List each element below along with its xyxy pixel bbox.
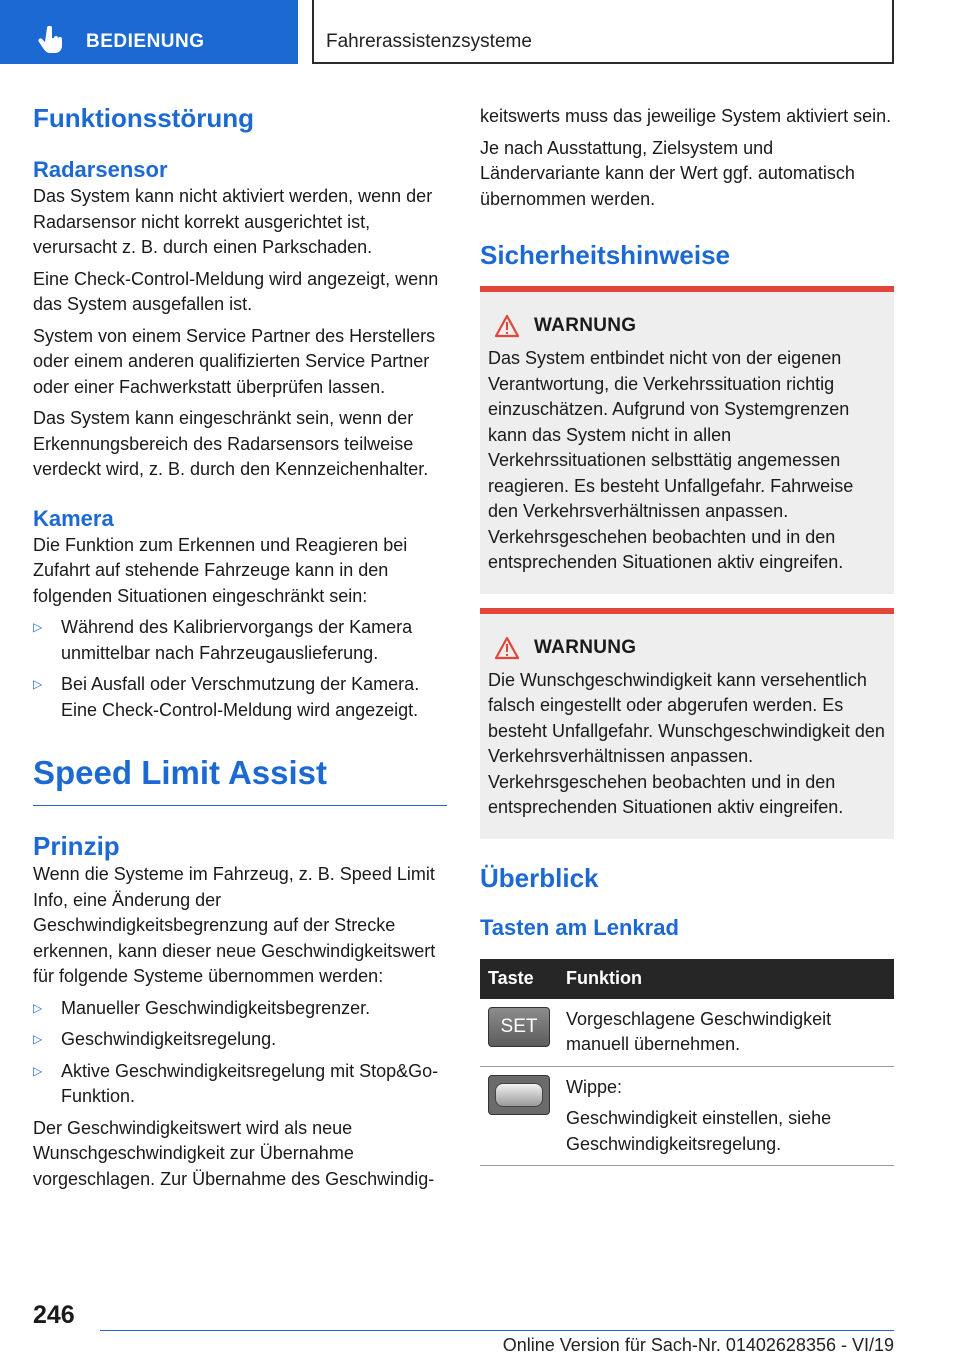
heading-ueberblick: Überblick [480, 862, 599, 893]
list-item [33, 615, 447, 666]
table-row [480, 1066, 894, 1166]
list-item [33, 672, 447, 723]
warning-title: WARNUNG [534, 315, 637, 336]
table-header-key: Taste [480, 959, 558, 999]
paragraph: System von einem Service Partner des Herstellers oder einem anderen qualifizierten Service Partner oder einer Fachwerkstatt überprüfen lassen. [33, 325, 436, 397]
warning-box [480, 608, 894, 839]
rocker-switch-icon [488, 1075, 550, 1115]
list-item-text: Aktive Geschwindigkeitsregelung mit Stop&Go-Funktion. [61, 1060, 439, 1106]
list-item-text: Während des Kalibriervorgangs der Kamera unmittelbar nach Fahrzeugauslieferung. [61, 617, 413, 663]
paragraph: Das System kann eingeschränkt sein, wenn der Erkennungsbereich des Radarsensors teilweise verdeckt wird, z. B. durch den Kennzeichenhalter. [33, 408, 429, 479]
table-cell-function-title: Wippe: [566, 1076, 623, 1097]
warning-text: Die Wunschgeschwindigkeit kann versehentlich falsch eingestellt oder abgerufen werden. Es besteht Unfallgefahr. Wunschgeschwindigkeit den Verkehrsverhältnissen anpassen. Verkehrsgeschehen beobachten und in den entsprechenden Situationen aktiv eingreifen. [488, 669, 885, 817]
bullet-triangle-icon: ▷ [33, 677, 43, 691]
table-cell-function: Vorgeschlagene Geschwindigkeit manuell übernehmen. [558, 999, 894, 1067]
bullet-triangle-icon: ▷ [33, 1032, 43, 1046]
page-number: 246 [33, 1301, 75, 1329]
bullet-triangle-icon: ▷ [33, 620, 43, 634]
warning-text: Das System entbindet nicht von der eigenen Verantwortung, die Verkehrssituation richtig einzuschätzen. Aufgrund von Systemgrenzen kann das System nicht in allen Verkehrssituationen selbsttätig angemessen reagieren. Es besteht Unfallgefahr. Fahrweise den Verkehrsverhältnissen anpassen. Verkehrsgeschehen beobachten und in den entsprechenden Situationen aktiv eingreifen. [488, 348, 854, 572]
list-item [33, 996, 447, 1022]
table-header-function: Funktion [558, 959, 894, 999]
list-item-text: Bei Ausfall oder Verschmutzung der Kamera. Eine Check-Control-Meldung wird angezeigt. [61, 674, 420, 720]
heading-kamera: Kamera [33, 505, 114, 531]
heading-speed-limit-assist: Speed Limit Assist [33, 754, 328, 791]
header-section-title: Fahrerassistenzsysteme [326, 31, 532, 52]
paragraph: Je nach Ausstattung, Zielsystem und Ländervariante kann der Wert ggf. automatisch übernommen werden. [480, 137, 855, 209]
paragraph: Der Geschwindigkeitswert wird als neue Wunschgeschwindigkeit zur Übernahme vorgeschlagen. Zur Übernahme des Geschwindig- [33, 1117, 435, 1189]
warning-box [480, 286, 894, 594]
set-button-icon [488, 1007, 550, 1047]
header-tab-label: BEDIENUNG [86, 31, 205, 52]
list-item [33, 1027, 447, 1053]
list-item [33, 1059, 447, 1110]
heading-prinzip: Prinzip [33, 831, 120, 861]
table-row [480, 999, 894, 1067]
heading-radarsensor: Radarsensor [33, 157, 168, 182]
warning-triangle-icon [494, 314, 520, 338]
left-column [33, 98, 447, 1192]
list-item-text: Geschwindigkeitsregelung. [61, 1029, 277, 1049]
right-column [480, 104, 894, 1166]
bullet-triangle-icon: ▷ [33, 1063, 43, 1078]
paragraph: keitswerts muss das jeweilige System aktiviert sein. [480, 106, 892, 126]
paragraph: Das System kann nicht aktiviert werden, wenn der Radarsensor nicht korrekt ausgerichtet ist, verursacht z. B. durch einen Parkschaden. [33, 186, 433, 257]
footer-online-version: Online Version für Sach-Nr. 01402628356 - VI/19 [502, 1335, 894, 1355]
heading-sicherheitshinweise: Sicherheitshinweise [480, 240, 730, 270]
warning-triangle-icon [494, 636, 520, 660]
buttons-table [480, 959, 894, 1167]
paragraph: Wenn die Systeme im Fahrzeug, z. B. Speed Limit Info, eine Änderung der Geschwindigkeitsbegrenzung auf der Strecke erkennen, kann dieser neue Geschwindigkeitswert für folgende Systeme übernommen werden: [33, 864, 436, 986]
warning-title: WARNUNG [534, 636, 637, 658]
set-button-label: SET [500, 1015, 538, 1037]
footer-rule [100, 1330, 894, 1331]
header-tab [0, 0, 298, 64]
bullet-triangle-icon: ▷ [33, 1000, 43, 1015]
paragraph: Eine Check-Control-Meldung wird angezeigt, wenn das System ausgefallen ist. [33, 268, 439, 314]
paragraph: Die Funktion zum Erkennen und Reagieren bei Zufahrt auf stehende Fahrzeuge kann in den folgenden Situationen eingeschränkt sein: [33, 534, 408, 606]
heading-tasten-am-lenkrad: Tasten am Lenkrad [480, 914, 679, 940]
list-item-text: Manueller Geschwindigkeitsbegrenzer. [61, 997, 371, 1018]
hand-pointer-icon [38, 26, 64, 54]
heading-funktionsstoerung: Funktionsstörung [33, 103, 254, 133]
table-cell-function: Geschwindigkeit einstellen, siehe Geschwindigkeitsregelung. [566, 1108, 832, 1154]
